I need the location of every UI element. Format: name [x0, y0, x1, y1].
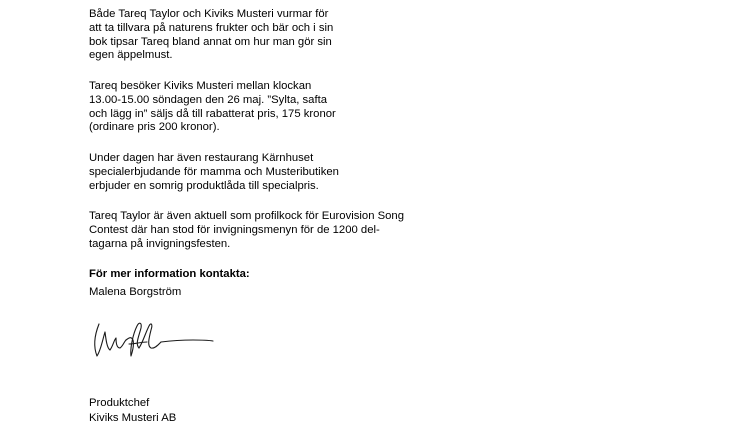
text-line: egen äppelmust. — [89, 49, 173, 62]
text-line: tagarna på invigningsfesten. — [89, 237, 231, 250]
text-line: Under dagen har även restaurang Kärnhuset — [89, 152, 314, 164]
text-line: att ta tillvara på naturens frukter och bär och i sin — [89, 21, 334, 34]
paragraph-book-tips — [89, 8, 333, 63]
text-line: Tareq Taylor är även aktuell som profilkock för Eurovision Song — [89, 210, 404, 222]
contact-company: Kiviks Musteri AB — [89, 412, 177, 424]
text-line: specialerbjudande för mamma och Musteributiken — [89, 165, 339, 178]
text-line: och lägg in” säljs då till rabatterat pris, 175 kronor — [89, 107, 336, 120]
contact-name: Malena Borgström — [89, 286, 182, 298]
paragraph-eurovision — [89, 210, 404, 251]
paragraph-visit-info — [89, 80, 336, 135]
text-line: 13.00-15.00 söndagen den 26 maj. ”Sylta, safta — [89, 93, 328, 106]
paragraph-restaurant-offer — [89, 152, 339, 193]
text-line: Contest där han stod för invigningsmenyn för de 1200 del- — [89, 223, 380, 236]
handwritten-signature-icon — [89, 316, 229, 362]
text-line: erbjuder en somrig produktlåda till specialpris. — [89, 179, 319, 192]
text-line: Tareq besöker Kiviks Musteri mellan klockan — [89, 80, 312, 92]
text-line: bok tipsar Tareq bland annat om hur man gör sin — [89, 35, 332, 48]
text-line: Både Tareq Taylor och Kiviks Musteri vurmar för — [89, 8, 329, 20]
text-line: (ordinare pris 200 kronor). — [89, 121, 220, 134]
contact-heading: För mer information kontakta: — [89, 268, 250, 280]
contact-title: Produktchef — [89, 397, 150, 409]
